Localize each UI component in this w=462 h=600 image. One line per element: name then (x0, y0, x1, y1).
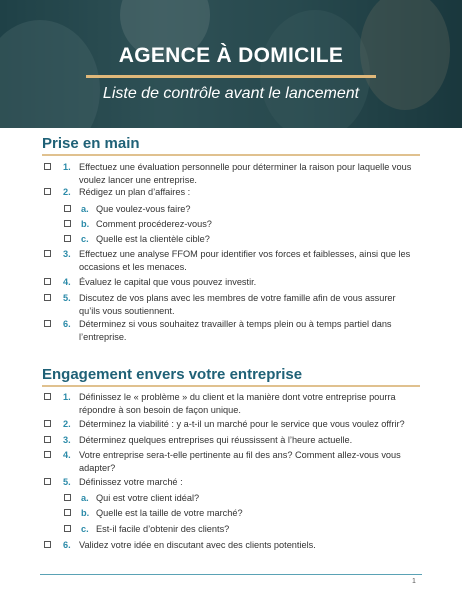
item-text-line: qu’ils vous soutiennent. (79, 306, 175, 316)
item-text: Que voulez-vous faire? (96, 204, 191, 214)
checkbox[interactable] (44, 393, 51, 400)
checkbox[interactable] (44, 278, 51, 285)
item-number: 2. (63, 419, 71, 429)
item-text: Quelle est la taille de votre marché? (96, 508, 243, 518)
item-text-line: voulez lancer une entreprise. (79, 175, 197, 185)
checkbox[interactable] (64, 235, 71, 242)
checkbox[interactable] (64, 509, 71, 516)
item-number: 4. (63, 450, 71, 460)
item-text (79, 391, 396, 417)
item-text: Validez votre idée en discutant avec des clients potentiels. (79, 540, 316, 550)
checklist-item (0, 539, 462, 552)
checklist-item (0, 318, 462, 344)
checklist-subitem (0, 233, 462, 246)
item-text-line: Discutez de vos plans avec les membres de votre famille afin de vous assurer (79, 293, 396, 303)
item-number: 6. (63, 319, 71, 329)
checkbox[interactable] (44, 420, 51, 427)
checkbox[interactable] (44, 163, 51, 170)
item-text: Rédigez un plan d’affaires : (79, 187, 191, 197)
checkbox[interactable] (44, 294, 51, 301)
item-number: 2. (63, 187, 71, 197)
footer-divider (40, 574, 422, 575)
item-number: 3. (63, 249, 71, 259)
checklist-subitem (0, 203, 462, 216)
checkbox[interactable] (44, 250, 51, 257)
checkbox[interactable] (44, 451, 51, 458)
checklist-item (0, 434, 462, 447)
checklist-item (0, 391, 462, 417)
item-number: b. (81, 219, 90, 229)
checklist-subitem (0, 523, 462, 536)
item-text-line: Votre entreprise sera-t-elle pertinente au fil des ans? Comment allez-vous vous (79, 450, 401, 460)
checklist-subitem (0, 492, 462, 505)
page-number: 1 (412, 578, 416, 585)
item-text: Définissez votre marché : (79, 477, 183, 487)
checkbox[interactable] (44, 436, 51, 443)
checkbox[interactable] (64, 205, 71, 212)
item-text (79, 161, 411, 187)
page-subtitle: Liste de contrôle avant le lancement (102, 85, 360, 102)
checklist-item (0, 476, 462, 489)
checklist-item (0, 161, 462, 187)
page-title: AGENCE À DOMICILE (118, 44, 344, 67)
item-text: Est-il facile d’obtenir des clients? (96, 524, 230, 534)
item-text-line: Effectuez une analyse FFOM pour identifier vos forces et faiblesses, ainsi que les (79, 249, 411, 259)
item-number: 6. (63, 540, 71, 550)
section-divider (42, 154, 420, 156)
item-text: Qui est votre client idéal? (96, 493, 200, 503)
item-number: 5. (63, 477, 71, 487)
checkbox[interactable] (44, 320, 51, 327)
item-text-line: répondre à son besoin de façon unique. (79, 405, 241, 415)
item-number: 5. (63, 293, 71, 303)
item-number: b. (81, 508, 90, 518)
item-text: Évaluez le capital que vous pouvez investir. (79, 277, 257, 287)
item-text: Déterminez quelques entreprises qui réussissent à l’heure actuelle. (79, 435, 353, 445)
item-number: 3. (63, 435, 71, 445)
section-title-engagement: Engagement envers votre entreprise (42, 366, 303, 383)
checkbox[interactable] (64, 494, 71, 501)
checklist-subitem (0, 218, 462, 231)
item-number: 4. (63, 277, 71, 287)
header-banner (0, 0, 462, 128)
item-text-line: l’entreprise. (79, 332, 127, 342)
item-number: a. (81, 204, 89, 214)
checklist-item (0, 248, 462, 274)
item-number: a. (81, 493, 89, 503)
item-text (79, 449, 401, 475)
item-text-line: Définissez le « problème » du client et la manière dont votre entreprise pourra (79, 392, 396, 402)
checklist-item (0, 418, 462, 431)
item-text: Quelle est la clientèle cible? (96, 234, 210, 244)
checklist-item (0, 449, 462, 475)
checkbox[interactable] (44, 541, 51, 548)
checkbox[interactable] (64, 220, 71, 227)
item-text (79, 292, 396, 318)
item-number: 1. (63, 392, 71, 402)
item-text: Comment procéderez-vous? (96, 219, 212, 229)
section-title-prise-en-main: Prise en main (42, 135, 140, 152)
item-text (79, 318, 392, 344)
header-divider (86, 75, 376, 78)
item-number: c. (81, 234, 89, 244)
checklist-subitem (0, 507, 462, 520)
checkbox[interactable] (64, 525, 71, 532)
section-divider (42, 385, 420, 387)
item-text-line: Déterminez si vous souhaitez travailler à temps plein ou à temps partiel dans (79, 319, 392, 329)
checklist-item (0, 186, 462, 199)
item-text-line: Effectuez une évaluation personnelle pour déterminer la raison pour laquelle vous (79, 162, 412, 172)
item-text-line: adapter? (79, 463, 116, 473)
item-text: Déterminez la viabilité : y a-t-il un marché pour le service que vous voulez offrir? (79, 419, 405, 429)
item-number: 1. (63, 162, 71, 172)
checkbox[interactable] (44, 478, 51, 485)
item-number: c. (81, 524, 89, 534)
item-text (79, 248, 410, 274)
checklist-item (0, 292, 462, 318)
checklist-item (0, 276, 462, 289)
item-text-line: occasions et les menaces. (79, 262, 187, 272)
checkbox[interactable] (44, 188, 51, 195)
